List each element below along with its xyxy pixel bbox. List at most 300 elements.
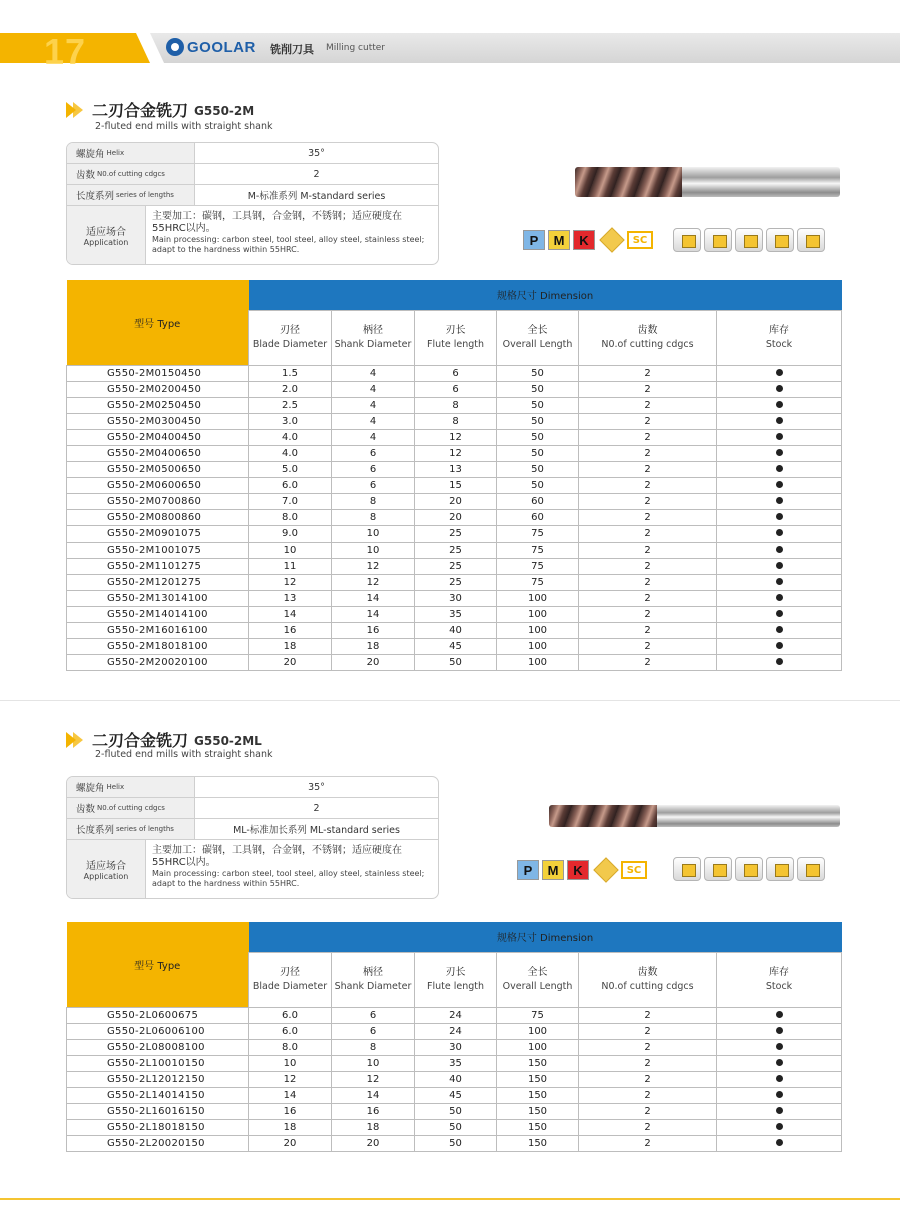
- overall-length-cell: 50: [497, 429, 579, 445]
- in-stock-dot-icon: [776, 481, 783, 488]
- in-stock-dot-icon: [776, 1123, 783, 1130]
- tool-shank: [682, 167, 840, 197]
- table-row: [67, 413, 842, 429]
- type-header: 型号 Type: [67, 280, 249, 365]
- in-stock-dot-icon: [776, 1075, 783, 1082]
- overall-length-cell: 60: [497, 494, 579, 510]
- shank-diameter-cell: 16: [332, 623, 415, 639]
- cutting-edges-cell: 2: [579, 558, 717, 574]
- teeth-value: 2: [313, 168, 320, 180]
- overall-length-cell: 75: [497, 558, 579, 574]
- stock-cell: [717, 1071, 842, 1087]
- type-cell: G550-2M0901075: [67, 526, 249, 542]
- section-code: G550-2ML: [194, 734, 262, 748]
- in-stock-dot-icon: [776, 433, 783, 440]
- material-badges: [523, 230, 653, 250]
- blade-diameter-cell: 14: [249, 606, 332, 622]
- section-title-zh: 二刃合金铣刀: [92, 731, 189, 750]
- end-mill-image: [575, 167, 840, 197]
- logo-icon: [166, 38, 184, 56]
- shank-diameter-cell: 14: [332, 606, 415, 622]
- stock-cell: [717, 510, 842, 526]
- shank-diameter-cell: 4: [332, 381, 415, 397]
- blade-diameter-cell: 6.0: [249, 478, 332, 494]
- flute-length-cell: 45: [415, 639, 497, 655]
- table-row: [67, 542, 842, 558]
- spec-series: [67, 185, 438, 206]
- category-zh: 铣削刀具: [270, 43, 314, 56]
- type-cell: G550-2M20020100: [67, 655, 249, 671]
- type-cell: G550-2M0400650: [67, 445, 249, 461]
- application-text-en: Main processing: carbon steel, tool steel, alloy steel, stainless steel; adapt to the hardness within 55HRC.: [152, 235, 425, 254]
- type-cell: G550-2M0800860: [67, 510, 249, 526]
- shank-diameter-cell: 20: [332, 1136, 415, 1152]
- series-value: M-标准系列 M-standard series: [247, 191, 386, 202]
- overall-length-cell: 100: [497, 639, 579, 655]
- flute-length-cell: 50: [415, 1136, 497, 1152]
- flute-length-cell: 6: [415, 381, 497, 397]
- type-cell: G550-2L0600675: [67, 1007, 249, 1023]
- dimension-header: 规格尺寸 Dimension: [249, 922, 842, 952]
- stock-cell: [717, 655, 842, 671]
- section-subtitle: 2-fluted end mills with straight shank: [95, 121, 273, 132]
- overall-length-cell: 75: [497, 574, 579, 590]
- blade-diameter-cell: 1.5: [249, 365, 332, 381]
- in-stock-dot-icon: [776, 642, 783, 649]
- pocketing-icon: [704, 857, 732, 881]
- type-cell: G550-2M1001075: [67, 542, 249, 558]
- material-p-icon: P: [523, 230, 545, 250]
- type-cell: G550-2L06006100: [67, 1023, 249, 1039]
- flute-length-cell: 45: [415, 1087, 497, 1103]
- flute-length-cell: 15: [415, 478, 497, 494]
- application-label: 适应场合: [86, 861, 126, 872]
- overall-length-cell: 150: [497, 1120, 579, 1136]
- section-title-zh: 二刃合金铣刀: [92, 101, 189, 120]
- in-stock-dot-icon: [776, 1011, 783, 1018]
- pocketing-icon: [704, 228, 732, 252]
- helix-label-en: Helix: [106, 783, 125, 791]
- type-cell: G550-2M0300450: [67, 413, 249, 429]
- overall-length-cell: 50: [497, 365, 579, 381]
- shank-diameter-cell: 12: [332, 1071, 415, 1087]
- material-k-icon: K: [573, 230, 595, 250]
- col-stock: 库存 Stock: [717, 310, 842, 365]
- blade-diameter-cell: 5.0: [249, 462, 332, 478]
- overall-length-cell: 100: [497, 623, 579, 639]
- stock-cell: [717, 478, 842, 494]
- type-cell: G550-2L08008100: [67, 1039, 249, 1055]
- flute-length-cell: 50: [415, 1120, 497, 1136]
- overall-length-cell: 50: [497, 462, 579, 478]
- material-p-icon: P: [517, 860, 539, 880]
- tool-flute: [575, 167, 685, 197]
- table-row: [67, 1071, 842, 1087]
- in-stock-dot-icon: [776, 562, 783, 569]
- flute-length-cell: 35: [415, 606, 497, 622]
- blade-diameter-cell: 20: [249, 1136, 332, 1152]
- stock-cell: [717, 429, 842, 445]
- stock-cell: [717, 590, 842, 606]
- table-row: [67, 462, 842, 478]
- table-row: [67, 1007, 842, 1023]
- overall-length-cell: 75: [497, 542, 579, 558]
- flute-length-cell: 40: [415, 623, 497, 639]
- cutting-edges-cell: 2: [579, 397, 717, 413]
- blade-diameter-cell: 18: [249, 639, 332, 655]
- stock-cell: [717, 542, 842, 558]
- diamond-icon: [593, 857, 618, 882]
- logo-text: GOOLAR: [187, 38, 256, 56]
- in-stock-dot-icon: [776, 626, 783, 633]
- table-row: [67, 606, 842, 622]
- shank-diameter-cell: 6: [332, 445, 415, 461]
- type-cell: G550-2M0500650: [67, 462, 249, 478]
- flute-length-cell: 8: [415, 413, 497, 429]
- cutting-edges-cell: 2: [579, 1087, 717, 1103]
- table-row: [67, 397, 842, 413]
- helix-value: 35°: [308, 781, 325, 793]
- flute-length-cell: 12: [415, 445, 497, 461]
- type-cell: G550-2M14014100: [67, 606, 249, 622]
- side-milling-icon: [766, 857, 794, 881]
- spec-teeth: [67, 798, 438, 819]
- blade-diameter-cell: 12: [249, 1071, 332, 1087]
- spec-application: [67, 206, 438, 264]
- shank-diameter-cell: 4: [332, 397, 415, 413]
- type-cell: G550-2M1201275: [67, 574, 249, 590]
- in-stock-dot-icon: [776, 578, 783, 585]
- arrow-icon: [66, 102, 84, 118]
- overall-length-cell: 150: [497, 1071, 579, 1087]
- spec-box: [66, 142, 439, 265]
- tool-flute: [549, 805, 659, 827]
- shank-diameter-cell: 14: [332, 590, 415, 606]
- spec-helix: [67, 143, 438, 164]
- table-row: [67, 655, 842, 671]
- series-label-en: series of lengths: [116, 191, 174, 199]
- overall-length-cell: 100: [497, 655, 579, 671]
- stock-cell: [717, 445, 842, 461]
- overall-length-cell: 100: [497, 1039, 579, 1055]
- col-overall-length: 全长 Overall Length: [497, 310, 579, 365]
- table-row: [67, 1055, 842, 1071]
- series-value: ML-标准加长系列 ML-standard series: [233, 825, 400, 836]
- cutting-edges-cell: 2: [579, 1039, 717, 1055]
- flute-length-cell: 12: [415, 429, 497, 445]
- cutting-edges-cell: 2: [579, 365, 717, 381]
- blade-diameter-cell: 6.0: [249, 1007, 332, 1023]
- brand-logo: [166, 38, 256, 56]
- shank-diameter-cell: 18: [332, 1120, 415, 1136]
- application-label-en: Application: [83, 872, 129, 881]
- blade-diameter-cell: 7.0: [249, 494, 332, 510]
- col-overall-length: 全长 Overall Length: [497, 952, 579, 1007]
- stock-cell: [717, 1104, 842, 1120]
- table-row: [67, 445, 842, 461]
- cutting-edges-cell: 2: [579, 542, 717, 558]
- overall-length-cell: 50: [497, 445, 579, 461]
- series-label-en: series of lengths: [116, 825, 174, 833]
- type-cell: G550-2M0150450: [67, 365, 249, 381]
- table-row: [67, 1039, 842, 1055]
- cutting-edges-cell: 2: [579, 526, 717, 542]
- material-sc-icon: SC: [627, 231, 653, 249]
- table-body: [67, 1007, 842, 1152]
- type-cell: G550-2L16016150: [67, 1104, 249, 1120]
- spec-table: [66, 922, 841, 1152]
- application-label: 适应场合: [86, 227, 126, 238]
- side-milling-icon: [766, 228, 794, 252]
- footer-line: [0, 1198, 900, 1200]
- cutting-edges-cell: 2: [579, 478, 717, 494]
- stock-cell: [717, 574, 842, 590]
- cutting-edges-cell: 2: [579, 590, 717, 606]
- type-cell: G550-2L10010150: [67, 1055, 249, 1071]
- stock-cell: [717, 639, 842, 655]
- blade-diameter-cell: 4.0: [249, 429, 332, 445]
- in-stock-dot-icon: [776, 449, 783, 456]
- cutting-edges-cell: 2: [579, 1120, 717, 1136]
- flute-length-cell: 30: [415, 590, 497, 606]
- table-row: [67, 1023, 842, 1039]
- type-cell: G550-2M0250450: [67, 397, 249, 413]
- flute-length-cell: 25: [415, 526, 497, 542]
- operation-icons: [673, 857, 825, 881]
- stock-cell: [717, 381, 842, 397]
- cutting-edges-cell: 2: [579, 510, 717, 526]
- blade-diameter-cell: 2.5: [249, 397, 332, 413]
- table-row: [67, 1087, 842, 1103]
- cutting-edges-cell: 2: [579, 1136, 717, 1152]
- stock-cell: [717, 1120, 842, 1136]
- material-m-icon: M: [548, 230, 570, 250]
- col-flute-length: 刃长 Flute length: [415, 952, 497, 1007]
- shank-diameter-cell: 4: [332, 365, 415, 381]
- shank-diameter-cell: 10: [332, 1055, 415, 1071]
- table-row: [67, 1104, 842, 1120]
- shank-diameter-cell: 12: [332, 558, 415, 574]
- shank-diameter-cell: 14: [332, 1087, 415, 1103]
- type-cell: G550-2M16016100: [67, 623, 249, 639]
- col-stock: 库存 Stock: [717, 952, 842, 1007]
- overall-length-cell: 50: [497, 413, 579, 429]
- col-blade-diameter: 刃径 Blade Diameter: [249, 952, 332, 1007]
- helix-label: 螺旋角: [76, 149, 105, 160]
- table-row: [67, 1136, 842, 1152]
- series-label: 长度系列: [76, 825, 115, 836]
- table-row: [67, 590, 842, 606]
- application-text-zh: 主要加工：碳钢，工具钢，合金钢，不锈钢；适应硬度在55HRC以内。: [152, 845, 402, 868]
- helix-label-en: Helix: [106, 149, 125, 157]
- end-mill-image: [549, 805, 840, 827]
- category-en: Milling cutter: [326, 43, 385, 53]
- stock-cell: [717, 1039, 842, 1055]
- table-row: [67, 558, 842, 574]
- table-row: [67, 526, 842, 542]
- cutting-edges-cell: 2: [579, 1007, 717, 1023]
- shank-diameter-cell: 8: [332, 510, 415, 526]
- blade-diameter-cell: 9.0: [249, 526, 332, 542]
- flute-length-cell: 20: [415, 494, 497, 510]
- col-shank-diameter: 柄径 Shank Diameter: [332, 310, 415, 365]
- arrow-icon: [66, 732, 84, 748]
- type-cell: G550-2M0400450: [67, 429, 249, 445]
- stock-cell: [717, 1023, 842, 1039]
- in-stock-dot-icon: [776, 385, 783, 392]
- shank-diameter-cell: 16: [332, 1104, 415, 1120]
- shank-diameter-cell: 8: [332, 1039, 415, 1055]
- in-stock-dot-icon: [776, 417, 783, 424]
- overall-length-cell: 50: [497, 397, 579, 413]
- spec-box: [66, 776, 439, 899]
- blade-diameter-cell: 11: [249, 558, 332, 574]
- stock-cell: [717, 1007, 842, 1023]
- in-stock-dot-icon: [776, 497, 783, 504]
- table-row: [67, 429, 842, 445]
- overall-length-cell: 150: [497, 1087, 579, 1103]
- flute-length-cell: 8: [415, 397, 497, 413]
- overall-length-cell: 75: [497, 1007, 579, 1023]
- material-badges: [517, 860, 647, 880]
- overall-length-cell: 150: [497, 1055, 579, 1071]
- diamond-icon: [599, 227, 624, 252]
- facing-icon: [735, 228, 763, 252]
- blade-diameter-cell: 4.0: [249, 445, 332, 461]
- flute-length-cell: 24: [415, 1007, 497, 1023]
- flute-length-cell: 30: [415, 1039, 497, 1055]
- blade-diameter-cell: 12: [249, 574, 332, 590]
- in-stock-dot-icon: [776, 1107, 783, 1114]
- application-text-zh: 主要加工：碳钢，工具钢，合金钢，不锈钢；适应硬度在55HRC以内。: [152, 211, 402, 234]
- spec-series: [67, 819, 438, 840]
- type-header: 型号 Type: [67, 922, 249, 1007]
- spec-teeth: [67, 164, 438, 185]
- stock-cell: [717, 1087, 842, 1103]
- table-row: [67, 574, 842, 590]
- overall-length-cell: 50: [497, 381, 579, 397]
- stock-cell: [717, 526, 842, 542]
- blade-diameter-cell: 13: [249, 590, 332, 606]
- flute-length-cell: 20: [415, 510, 497, 526]
- header-band: [150, 33, 900, 63]
- col-flute-length: 刃长 Flute length: [415, 310, 497, 365]
- blade-diameter-cell: 10: [249, 542, 332, 558]
- blade-diameter-cell: 8.0: [249, 1039, 332, 1055]
- teeth-label-en: N0.of cutting cdgcs: [97, 170, 165, 178]
- application-label-en: Application: [83, 238, 129, 247]
- profiling-icon: [797, 857, 825, 881]
- teeth-label-en: N0.of cutting cdgcs: [97, 804, 165, 812]
- blade-diameter-cell: 3.0: [249, 413, 332, 429]
- col-blade-diameter: 刃径 Blade Diameter: [249, 310, 332, 365]
- stock-cell: [717, 1136, 842, 1152]
- cutting-edges-cell: 2: [579, 1104, 717, 1120]
- cutting-edges-cell: 2: [579, 639, 717, 655]
- in-stock-dot-icon: [776, 610, 783, 617]
- shank-diameter-cell: 20: [332, 655, 415, 671]
- stock-cell: [717, 606, 842, 622]
- material-sc-icon: SC: [621, 861, 647, 879]
- cutting-edges-cell: 2: [579, 1071, 717, 1087]
- in-stock-dot-icon: [776, 1027, 783, 1034]
- table-body: [67, 365, 842, 671]
- blade-diameter-cell: 8.0: [249, 510, 332, 526]
- section-title: [66, 728, 262, 751]
- spec-application: [67, 840, 438, 898]
- section-divider: [0, 700, 900, 701]
- overall-length-cell: 150: [497, 1136, 579, 1152]
- cutting-edges-cell: 2: [579, 445, 717, 461]
- stock-cell: [717, 1055, 842, 1071]
- blade-diameter-cell: 16: [249, 1104, 332, 1120]
- shank-diameter-cell: 6: [332, 462, 415, 478]
- in-stock-dot-icon: [776, 529, 783, 536]
- flute-length-cell: 25: [415, 558, 497, 574]
- dimension-header: 规格尺寸 Dimension: [249, 280, 842, 310]
- blade-diameter-cell: 20: [249, 655, 332, 671]
- overall-length-cell: 100: [497, 1023, 579, 1039]
- cutting-edges-cell: 2: [579, 1023, 717, 1039]
- type-cell: G550-2L20020150: [67, 1136, 249, 1152]
- table-row: [67, 478, 842, 494]
- stock-cell: [717, 397, 842, 413]
- shank-diameter-cell: 8: [332, 494, 415, 510]
- in-stock-dot-icon: [776, 1059, 783, 1066]
- spec-table: [66, 280, 841, 671]
- shank-diameter-cell: 6: [332, 478, 415, 494]
- flute-length-cell: 13: [415, 462, 497, 478]
- application-text-en: Main processing: carbon steel, tool steel, alloy steel, stainless steel; adapt to the hardness within 55HRC.: [152, 869, 425, 888]
- cutting-edges-cell: 2: [579, 574, 717, 590]
- stock-cell: [717, 365, 842, 381]
- overall-length-cell: 60: [497, 510, 579, 526]
- flute-length-cell: 25: [415, 574, 497, 590]
- cutting-edges-cell: 2: [579, 462, 717, 478]
- helix-label: 螺旋角: [76, 783, 105, 794]
- col-cutting-edges: 齿数 N0.of cutting cdgcs: [579, 310, 717, 365]
- in-stock-dot-icon: [776, 1091, 783, 1098]
- shank-diameter-cell: 10: [332, 526, 415, 542]
- shank-diameter-cell: 4: [332, 429, 415, 445]
- helix-value: 35°: [308, 147, 325, 159]
- series-label: 长度系列: [76, 191, 115, 202]
- in-stock-dot-icon: [776, 513, 783, 520]
- blade-diameter-cell: 2.0: [249, 381, 332, 397]
- blade-diameter-cell: 10: [249, 1055, 332, 1071]
- in-stock-dot-icon: [776, 369, 783, 376]
- blade-diameter-cell: 18: [249, 1120, 332, 1136]
- overall-length-cell: 100: [497, 590, 579, 606]
- col-shank-diameter: 柄径 Shank Diameter: [332, 952, 415, 1007]
- slotting-icon: [673, 228, 701, 252]
- type-cell: G550-2M0700860: [67, 494, 249, 510]
- table-row: [67, 510, 842, 526]
- facing-icon: [735, 857, 763, 881]
- cutting-edges-cell: 2: [579, 623, 717, 639]
- material-k-icon: K: [567, 860, 589, 880]
- blade-diameter-cell: 16: [249, 623, 332, 639]
- cutting-edges-cell: 2: [579, 606, 717, 622]
- shank-diameter-cell: 18: [332, 639, 415, 655]
- operation-icons: [673, 228, 825, 252]
- overall-length-cell: 75: [497, 526, 579, 542]
- table-row: [67, 623, 842, 639]
- flute-length-cell: 40: [415, 1071, 497, 1087]
- page-number: 17: [44, 31, 87, 72]
- teeth-label: 齿数: [76, 170, 96, 181]
- table-row: [67, 1120, 842, 1136]
